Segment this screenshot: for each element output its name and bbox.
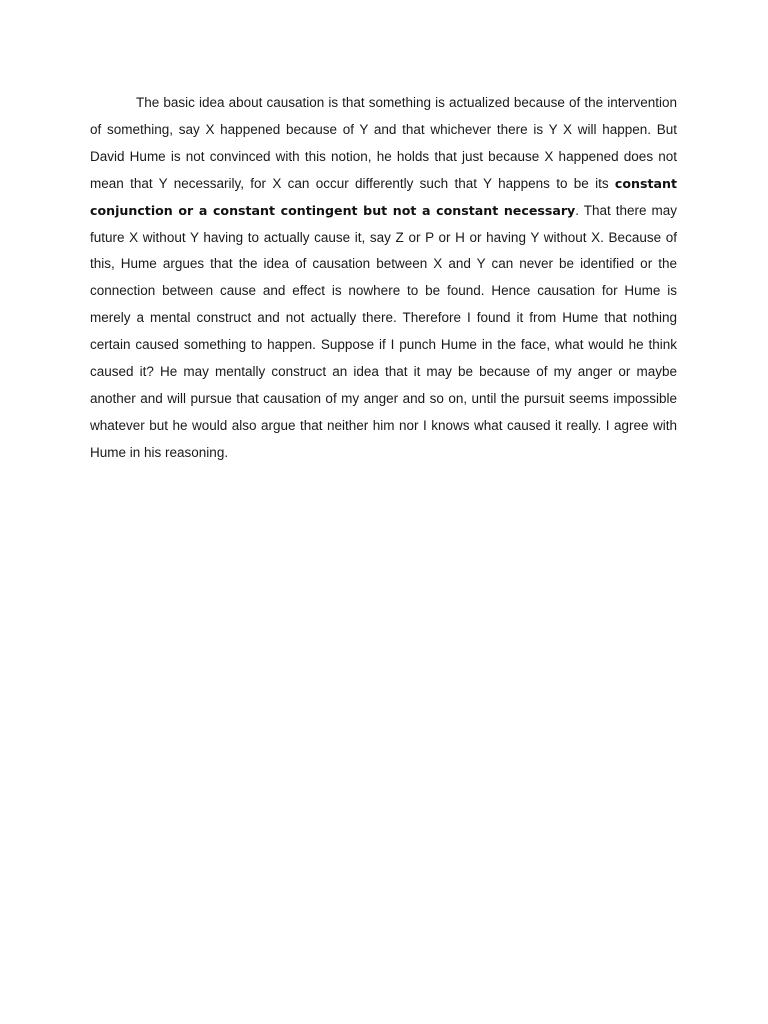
paragraph-text-after: . That there may future X without Y having to actually cause it, say Z or P or H or having Y without X. Because of this, Hume argues that the idea of causation between X and Y can never be identified or the connection between cause and effect is nowhere to be found. Hence causation for Hume is merely a mental construct and not actually there. Therefore I found it from Hume that nothing certain caused something to happen. Suppose if I punch Hume in the face, what would he think caused it? He may mentally construct an idea that it may be because of my anger or maybe another and will pursue that causation of my anger and so on, until the pursuit seems impossible whatever but he would also argue that neither him nor I knows what caused it really. I agree with Hume in his reasoning.: [90, 202, 678, 460]
paragraph-text-before: The basic idea about causation is that something is actualized because of the intervention of something, say X happened because of Y and that whichever there is Y X will happen. But David Hume is not convinced with this notion, he holds that just because X happened does not mean that Y necessarily, for X can occur differently such that Y happens to be its: [90, 95, 677, 191]
paragraph-bold-phrase: constant conjunction or a constant contingent but not a constant necessary: [90, 175, 677, 218]
essay-paragraph: [90, 90, 677, 467]
